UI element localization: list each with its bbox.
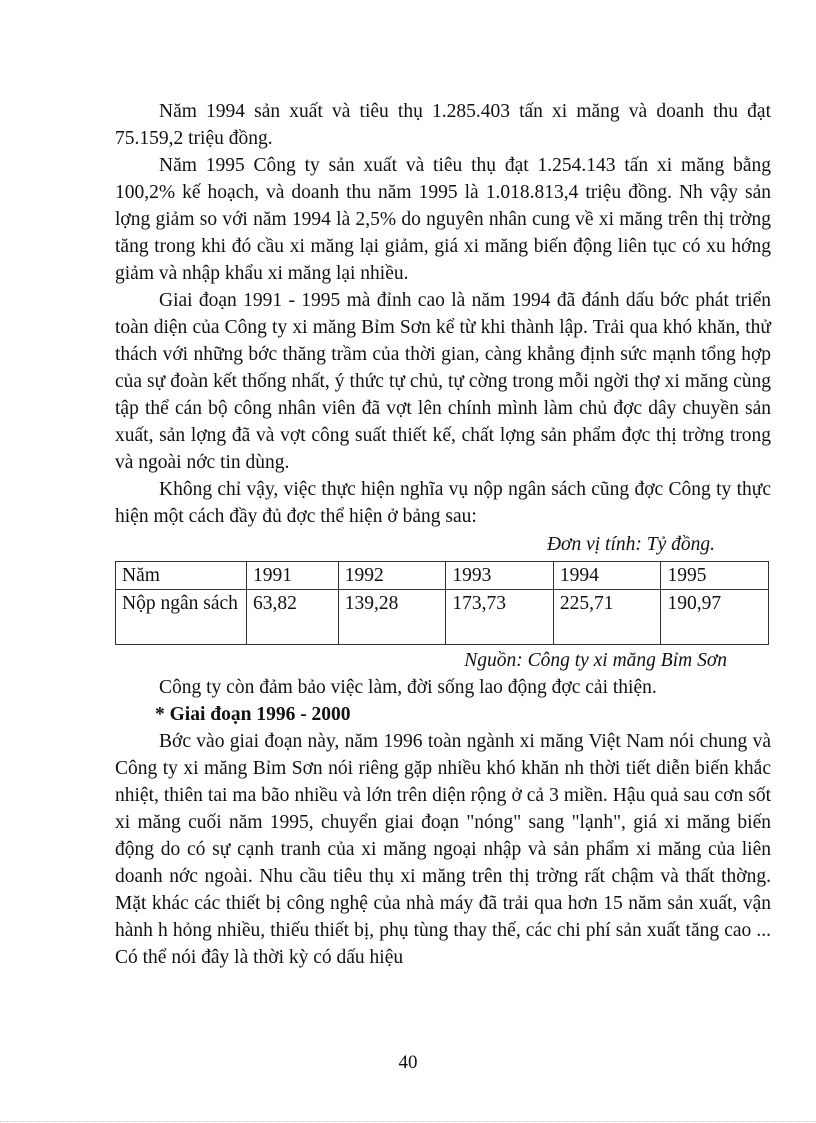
table-header-cell: 1994 (553, 562, 661, 590)
footer-divider (0, 1121, 816, 1122)
table-cell: 173,73 (446, 590, 554, 645)
table-header-row (116, 562, 769, 590)
table-cell: 139,28 (338, 590, 446, 645)
section-heading: * Giai đoạn 1996 - 2000 (155, 704, 351, 725)
table-cell: 190,97 (661, 590, 769, 645)
table-header-cell: 1991 (247, 562, 339, 590)
paragraph-budget-intro: Không chỉ vậy, việc thực hiện nghĩa vụ nộp ngân sách cũng đợc Công ty thực hiện một cách đầy đủ đợc thể hiện ở bảng sau: (115, 479, 771, 527)
table-cell: 63,82 (247, 590, 339, 645)
budget-table (115, 561, 769, 645)
table-header-cell: Năm (116, 562, 247, 590)
table-unit-note: Đơn vị tính: Tỷ đồng. (546, 534, 715, 555)
paragraph-1991-1995: Giai đoạn 1991 - 1995 mà đỉnh cao là năm 1994 đã đánh dấu bớc phát triển toàn diện của Công ty xi măng Bỉm Sơn kể từ khi thành lập. Trải qua khó khăn, thử thách với những bớc thăng trầm của thời gian, càng khẳng định sức mạnh tổng hợp của sự đoàn kết thống nhất, ý thức tự chủ, tự cờng trong mỗi ngời thợ xi măng cùng tập thể cán bộ công nhân viên đã vợt lên chính mình làm chủ đợc dây chuyền sản xuất, sản lợng đã và vợt công suất thiết kế, chất lợng sản phẩm đợc thị trờng trong và ngoài nớc tin dùng. (115, 290, 771, 473)
table-header-cell: 1995 (661, 562, 769, 590)
page-number: 40 (398, 1052, 418, 1073)
paragraph-1995: Năm 1995 Công ty sản xuất và tiêu thụ đạt 1.254.143 tấn xi măng bằng 100,2% kế hoạch, và doanh thu năm 1995 là 1.018.813,4 triệu đồng. Nh vậy sản lợng giảm so với năm 1994 là 2,5% do nguyên nhân cung về xi măng trên thị trờng tăng trong khi đó cầu xi măng lại giảm, giá xi măng biến động liên tục có xu hớng giảm và nhập khẩu xi măng lại nhiều. (115, 155, 771, 284)
paragraph-1996-2000: Bớc vào giai đoạn này, năm 1996 toàn ngành xi măng Việt Nam nói chung và Công ty xi măng Bỉm Sơn nói riêng gặp nhiều khó khăn nh thời tiết diễn biến khắc nhiệt, thiên tai ma bão nhiều và lớn trên diện rộng ở cả 3 miền. Hậu quả sau cơn sốt xi măng cuối năm 1995, chuyển giai đoạn "nóng" sang "lạnh", giá xi măng biến động do có sự cạnh tranh của xi măng ngoại nhập và sản phẩm xi măng của liên doanh nớc ngoài. Nhu cầu tiêu thụ xi măng trên thị trờng rất chậm và thất thờng. Mặt khác các thiết bị công nghệ của nhà máy đã trải qua hơn 15 năm sản xuất, vận hành h hỏng nhiều, thiếu thiết bị, phụ tùng thay thế, các chi phí sản xuất tăng cao ... Có thể nói đây là thời kỳ có dấu hiệu (115, 731, 771, 968)
table-header-cell: 1993 (446, 562, 554, 590)
table-row-label: Nộp ngân sách (116, 590, 247, 645)
body-text (115, 98, 771, 971)
paragraph-after-table: Công ty còn đảm bảo việc làm, đời sống lao động đợc cải thiện. (159, 677, 657, 698)
table-source-note: Nguồn: Công ty xi măng Bỉm Sơn (464, 650, 727, 671)
table-row (116, 590, 769, 645)
table-cell: 225,71 (553, 590, 661, 645)
paragraph-1994: Năm 1994 sản xuất và tiêu thụ 1.285.403 tấn xi măng và doanh thu đạt 75.159,2 triệu đồng. (115, 101, 771, 149)
table-header-cell: 1992 (338, 562, 446, 590)
